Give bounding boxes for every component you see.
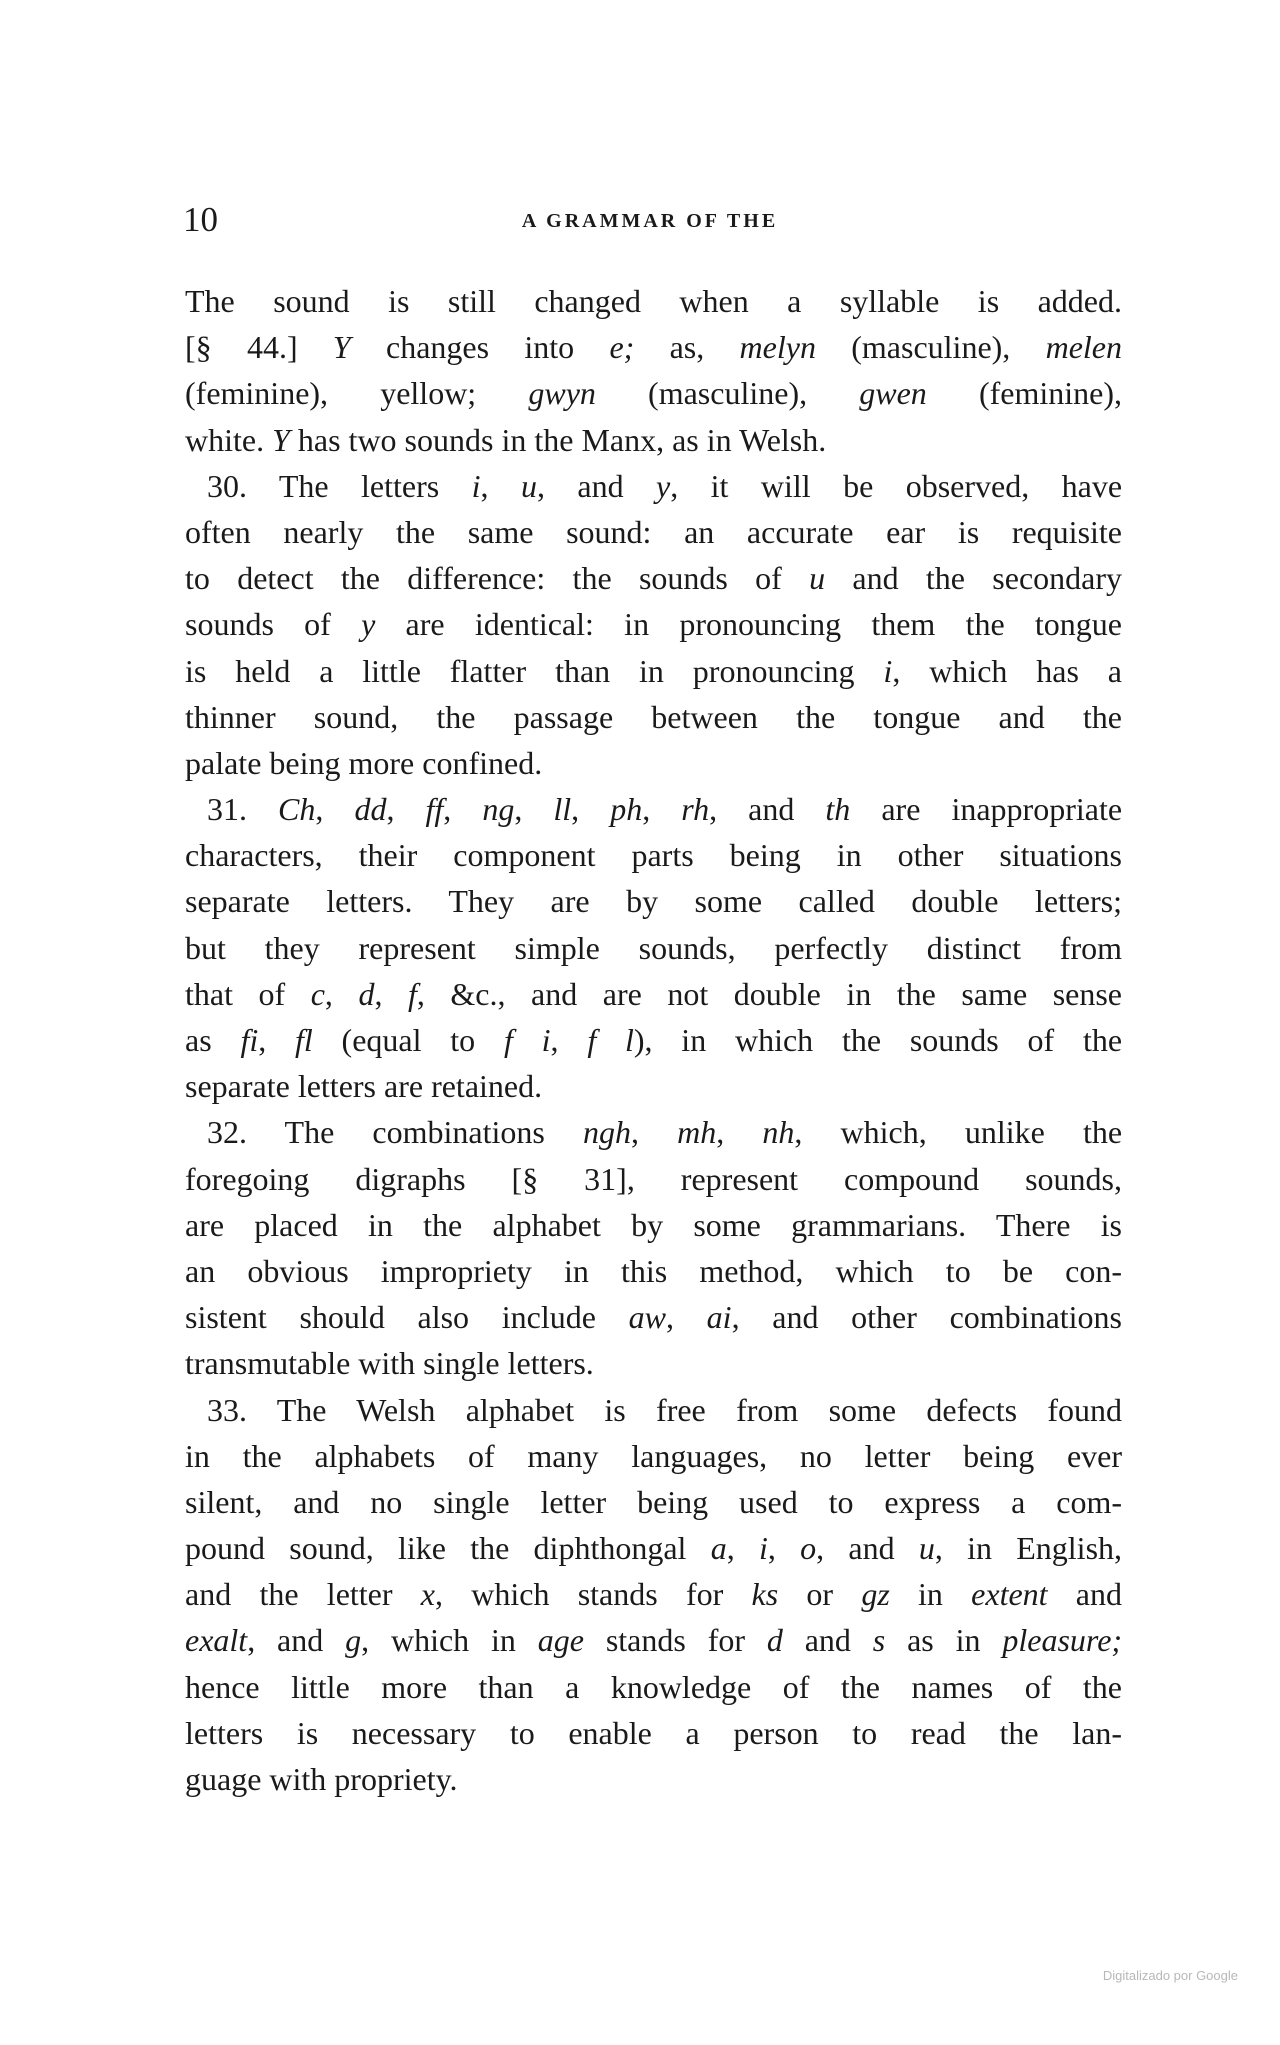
text-run: , (324, 975, 359, 1012)
text-run: , (315, 791, 355, 828)
italic-run: d (766, 1622, 783, 1659)
text-run: , which, unlike the (794, 1114, 1123, 1151)
italic-run: ngh (582, 1114, 631, 1151)
text-run: changes into (350, 329, 610, 366)
italic-run: nh (762, 1114, 795, 1151)
text-run: , (716, 1114, 763, 1151)
page-body (185, 278, 1122, 1802)
text-line (185, 1571, 1122, 1617)
text-run: are identical: in pronouncing them the tongue (375, 606, 1123, 643)
text-run: , (480, 467, 521, 504)
italic-run: i (758, 1530, 768, 1567)
text-run: , and (536, 467, 657, 504)
text-line (185, 278, 1122, 324)
text-run: , (374, 975, 408, 1012)
italic-run: gwyn (528, 375, 596, 412)
text-run: , it will be observed, have (670, 467, 1123, 504)
text-line (185, 1525, 1122, 1571)
text-run: , in English, (934, 1530, 1123, 1567)
italic-run: extent (971, 1576, 1048, 1613)
text-run: (feminine), yellow; (185, 375, 529, 412)
page-number: 10 (183, 200, 218, 239)
text-run: that of (185, 975, 311, 1012)
text-run: in the alphabets of many languages, no letter being ever (185, 1437, 1122, 1474)
text-run: , and (709, 791, 826, 828)
italic-run: u (918, 1530, 935, 1567)
italic-run: fl (295, 1022, 313, 1058)
italic-run: o (800, 1530, 817, 1567)
text-run: and (1047, 1576, 1122, 1613)
italic-run: ll (553, 791, 572, 828)
italic-run: a (710, 1530, 727, 1567)
text-run: (equal to (312, 1022, 504, 1058)
text-run: 33. The Welsh alphabet is free from some defects found (207, 1391, 1122, 1428)
italic-run: pleasure; (1002, 1622, 1123, 1659)
italic-run: rh (681, 791, 710, 828)
italic-run: g (345, 1622, 362, 1659)
italic-run: y (656, 467, 671, 504)
italic-run: Y (332, 329, 351, 366)
text-run: often nearly the same sound: an accurate ear is requisite (185, 513, 1122, 550)
text-run: , (550, 1022, 588, 1058)
text-line (185, 878, 1122, 924)
text-run: , (258, 1022, 295, 1058)
italic-run: melen (1045, 329, 1122, 366)
text-run: (masculine), (595, 375, 860, 412)
text-run: ), in which the sounds of the (633, 1022, 1123, 1058)
text-run: as, (634, 329, 740, 366)
text-run: 32. The combinations (207, 1114, 583, 1151)
text-run: has two sounds in the Manx, as in Welsh. (289, 421, 827, 458)
text-run: but they represent simple sounds, perfectly distinct from (185, 929, 1122, 966)
text-run: sounds of (185, 606, 362, 643)
text-run: , (443, 791, 483, 828)
italic-run: ng (482, 791, 515, 828)
text-line (185, 1340, 1122, 1386)
text-run: palate being more confined. (185, 744, 543, 781)
text-line (185, 1294, 1122, 1340)
text-line (185, 417, 1122, 463)
paragraph (185, 1109, 1122, 1386)
text-run: , &c., and are not double in the same sense (416, 975, 1123, 1012)
text-run: hence little more than a knowledge of the names of the (185, 1668, 1122, 1705)
text-line (185, 601, 1122, 647)
italic-run: e; (609, 329, 635, 366)
text-line (185, 1063, 1122, 1109)
text-run: characters, their component parts being in other situations (185, 837, 1122, 874)
italic-run: dd (354, 791, 387, 828)
italic-run: f l (587, 1022, 634, 1058)
text-run: [§ 44.] (185, 329, 333, 366)
italic-run: s (872, 1622, 886, 1659)
text-line (185, 370, 1122, 416)
text-run: separate letters are retained. (185, 1068, 543, 1105)
text-line (185, 925, 1122, 971)
text-line (185, 1387, 1122, 1433)
text-run: pound sound, like the diphthongal (185, 1530, 711, 1567)
text-run: , and other combinations (731, 1299, 1123, 1336)
text-line (185, 1248, 1122, 1294)
text-run: in (889, 1576, 972, 1613)
text-line (185, 786, 1122, 832)
text-run: (feminine), (926, 375, 1122, 412)
italic-run: x (420, 1576, 435, 1613)
text-run: as in (885, 1622, 1003, 1659)
text-run: , (767, 1530, 801, 1567)
italic-run: y (361, 606, 376, 643)
italic-run: d (358, 975, 375, 1012)
text-line (185, 1756, 1122, 1802)
text-run: is held a little flatter than in pronouncing (185, 652, 884, 689)
italic-run: ks (751, 1576, 779, 1613)
text-line (185, 971, 1122, 1017)
text-run: guage with propriety. (185, 1761, 458, 1797)
italic-run: Ch (278, 791, 316, 828)
italic-run: aw (628, 1299, 666, 1336)
text-run: transmutable with single letters. (185, 1345, 594, 1382)
text-line (185, 1664, 1122, 1710)
paragraph (185, 1387, 1122, 1803)
text-line (185, 1433, 1122, 1479)
text-run: or (778, 1576, 862, 1613)
text-run: are placed in the alphabet by some grammarians. There is (185, 1206, 1122, 1243)
text-run: white. (185, 421, 273, 458)
paragraph (185, 278, 1122, 463)
italic-run: gwen (859, 375, 927, 412)
text-line (185, 463, 1122, 509)
text-line (185, 1710, 1122, 1756)
italic-run: age (537, 1622, 584, 1659)
text-run: an obvious impropriety in this method, which to be con- (185, 1252, 1122, 1289)
text-line (185, 1017, 1122, 1063)
text-line (185, 509, 1122, 555)
text-run: sistent should also include (185, 1299, 629, 1336)
italic-run: gz (861, 1576, 890, 1613)
text-run: to detect the difference: the sounds of (185, 560, 810, 597)
italic-run: f (407, 975, 417, 1012)
text-run: 31. (207, 791, 279, 828)
italic-run: ff (425, 791, 444, 828)
text-line (185, 648, 1122, 694)
text-run: and the secondary (825, 560, 1122, 597)
text-line (185, 324, 1122, 370)
italic-run: Y (272, 421, 290, 458)
digitization-watermark: Digitalizado por Google (1102, 1968, 1238, 1983)
text-run: , (726, 1530, 759, 1567)
text-run: (masculine), (815, 329, 1046, 366)
text-run: and the letter (185, 1576, 421, 1613)
text-line (185, 740, 1122, 786)
text-run: 30. The letters (207, 467, 472, 504)
text-line (185, 1156, 1122, 1202)
text-run: separate letters. They are by some called double letters; (185, 883, 1122, 920)
italic-run: u (809, 560, 826, 597)
text-run: , which has a (892, 652, 1122, 689)
text-run: thinner sound, the passage between the tongue and the (185, 698, 1122, 735)
italic-run: mh (677, 1114, 717, 1151)
text-line (185, 1109, 1122, 1155)
text-run: foregoing digraphs [§ 31], represent compound sounds, (185, 1160, 1122, 1197)
text-run: are inappropriate (850, 791, 1123, 828)
text-run: and (782, 1622, 873, 1659)
text-run: silent, and no single letter being used to express a com- (185, 1483, 1122, 1520)
text-run: , which in (361, 1622, 538, 1659)
italic-run: u (520, 467, 537, 504)
text-run: , which stands for (434, 1576, 752, 1613)
text-run: , (665, 1299, 707, 1336)
text-line (185, 1202, 1122, 1248)
text-line (185, 832, 1122, 878)
text-run: , and (816, 1530, 919, 1567)
italic-run: fi (240, 1022, 259, 1058)
text-run: , and (247, 1622, 346, 1659)
italic-run: i (883, 652, 893, 689)
text-run: , (514, 791, 554, 828)
text-run: The sound is still changed when a syllable is added. (185, 283, 1122, 319)
text-line (185, 694, 1122, 740)
italic-run: ph (610, 791, 643, 828)
text-run: , (386, 791, 426, 828)
running-title: A GRAMMAR OF THE (521, 210, 779, 232)
italic-run: c (310, 975, 325, 1012)
text-run: as (185, 1022, 241, 1058)
paragraph (185, 463, 1122, 786)
text-run: , (571, 791, 611, 828)
italic-run: f i (503, 1022, 551, 1058)
text-run: stands for (583, 1622, 767, 1659)
paragraph (185, 786, 1122, 1109)
italic-run: ai (706, 1299, 732, 1336)
text-run: letters is necessary to enable a person to read the lan- (185, 1714, 1122, 1751)
italic-run: i (471, 467, 481, 504)
text-line (185, 1617, 1122, 1663)
italic-run: th (825, 791, 851, 828)
italic-run: melyn (739, 329, 816, 366)
text-line (185, 1479, 1122, 1525)
text-run: , (642, 791, 682, 828)
italic-run: exalt (185, 1622, 248, 1659)
text-line (185, 555, 1122, 601)
text-run: , (630, 1114, 678, 1151)
